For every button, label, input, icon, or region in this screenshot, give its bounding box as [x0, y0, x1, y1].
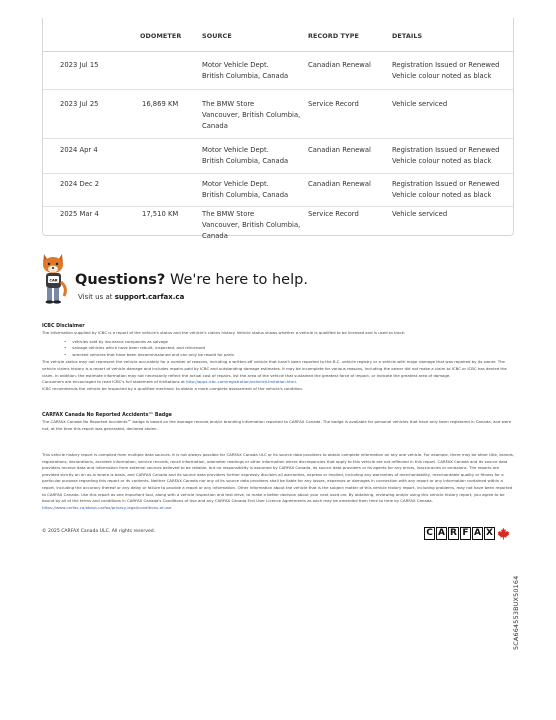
- carfax-logo: [424, 526, 510, 540]
- details-line: Vehicle serviced: [392, 210, 448, 218]
- help-title-bold: Questions?: [75, 272, 166, 288]
- source-line: Vancouver, British Columbia,: [202, 221, 301, 229]
- icbc-consumers-prefix: Consumers are encouraged to read ICBC's full statement of limitations at: [42, 379, 186, 385]
- row-source: [202, 209, 300, 242]
- row-date: 2023 Jul 25: [60, 100, 99, 108]
- row-date: 2023 Jul 15: [60, 61, 99, 69]
- source-line: Canada: [202, 232, 228, 240]
- details-line: Registration Issued or Renewed: [392, 146, 500, 154]
- row-details: [392, 145, 499, 167]
- source-line: British Columbia, Canada: [202, 157, 289, 165]
- copyright: © 2025 CARFAX Canada ULC. All rights reserved.: [42, 529, 156, 534]
- row-record-type: Service Record: [308, 210, 359, 218]
- table-row: [43, 90, 513, 139]
- icbc-body: The vehicle status may not represent the vehicle accurately for a number of reasons, including a written-off vehicle that hasn't been reported to the B.C. vehicle registry or a vehicle with major damage that was repaired by its owner. The vehicle claims history is a report of vehicle damage and includes repairs paid by ICBC and outstanding damage estimates. It may be incomplete for various reasons, including the owner did not make a claim to ICBC or ICBC has denied the claim. In addition, the estimate information may not necessarily reflect the actual cost of repairs, list the area of the vehicle that sustained the greatest force of impact, or indicate the greatest area of damage.: [42, 359, 507, 378]
- details-line: Registration Issued or Renewed: [392, 61, 500, 69]
- details-line: Registration Issued or Renewed: [392, 180, 500, 188]
- source-line: British Columbia, Canada: [202, 191, 289, 199]
- no-accidents-badge-disclaimer: [42, 412, 516, 432]
- icbc-consumers-suffix: .: [295, 379, 297, 385]
- row-source: [202, 60, 288, 82]
- icbc-bullet-list: [42, 339, 516, 359]
- header-details: DETAILS: [392, 32, 423, 40]
- row-source: [202, 99, 300, 132]
- source-line: British Columbia, Canada: [202, 72, 289, 80]
- table-row: [43, 139, 513, 174]
- row-date: 2024 Apr 4: [60, 146, 98, 154]
- logo-letter: R: [448, 527, 459, 540]
- icbc-limitation-link[interactable]: http://apps.icbc.com/registration/vehicle/Limitation.html: [185, 379, 296, 385]
- icbc-intro: The information supplied by ICBC is a report of the vehicle's status and the vehicle's claims history. Vehicle status shows whether a vehicle is qualified to be licensed and is used to track:: [42, 330, 406, 335]
- source-line: Motor Vehicle Dept.: [202, 61, 269, 69]
- svg-text:CAR: CAR: [49, 278, 58, 283]
- fox-mascot-icon: [40, 252, 68, 304]
- source-line: Vancouver, British Columbia,: [202, 111, 301, 119]
- row-record-type: Canadian Renewal: [308, 61, 371, 69]
- row-source: [202, 179, 288, 201]
- source-line: The BMW Store: [202, 210, 255, 218]
- details-line: Vehicle serviced: [392, 100, 448, 108]
- help-visit-prefix: Visit us at: [78, 293, 115, 301]
- details-line: Vehicle colour noted as black: [392, 157, 492, 165]
- help-visit: [78, 293, 184, 301]
- source-line: Motor Vehicle Dept.: [202, 146, 269, 154]
- report-disclaimer: [42, 452, 516, 511]
- row-record-type: Canadian Renewal: [308, 146, 371, 154]
- help-title-rest: We're here to help.: [165, 272, 308, 288]
- table-row: [43, 174, 513, 207]
- row-record-type: Canadian Renewal: [308, 180, 371, 188]
- logo-letter: A: [472, 527, 483, 540]
- row-record-type: Service Record: [308, 100, 359, 108]
- row-odometer: 16,869 KM: [142, 100, 179, 108]
- details-line: Vehicle colour noted as black: [392, 72, 492, 80]
- logo-letter: A: [436, 527, 447, 540]
- support-link[interactable]: support.carfax.ca: [114, 293, 185, 301]
- row-details: [392, 99, 447, 110]
- conditions-of-use-link[interactable]: https://www.carfax.ca/about-carfax/privacy-legal/conditions-of-use: [42, 504, 172, 510]
- icbc-recommend: ICBC recommends the vehicle be inspected by a qualified mechanic to obtain a more complete assessment of the vehicle's condition.: [42, 385, 304, 391]
- row-odometer: 17,510 KM: [142, 210, 179, 218]
- list-item: • vehicles sold by insurance companies as salvage: [64, 339, 516, 346]
- vehicle-history-table: [42, 18, 514, 240]
- logo-letter: X: [484, 527, 495, 540]
- row-details: [392, 179, 499, 201]
- logo-letter: F: [460, 527, 471, 540]
- header-source: SOURCE: [202, 32, 232, 40]
- icbc-disclaimer: [42, 323, 516, 392]
- row-source: [202, 145, 288, 167]
- row-date: 2024 Dec 2: [60, 180, 100, 188]
- help-title: [75, 272, 308, 288]
- table-row: [43, 207, 513, 240]
- source-line: The BMW Store: [202, 100, 255, 108]
- vin-number: 5CA664553BUX50164: [512, 575, 520, 650]
- source-line: Canada: [202, 122, 228, 130]
- icbc-heading: ICBC Disclaimer: [42, 324, 85, 329]
- source-line: Motor Vehicle Dept.: [202, 180, 269, 188]
- list-item: • salvage vehicles which have been rebuilt, inspected, and relicensed: [64, 345, 516, 352]
- maple-leaf-icon: [497, 527, 510, 540]
- header-odometer: ODOMETER: [140, 32, 182, 40]
- header-record-type: RECORD TYPE: [308, 32, 359, 40]
- row-details: [392, 60, 499, 82]
- badge-body: The CARFAX Canada No Reported Accidents™ badge is based on the damage records and/or branding information reported to CARFAX Canada. The badge is available for personal vehicles that have only been registered in Canada, and were not, at the time this report was generated, declared stolen.: [42, 419, 512, 431]
- list-item: • wrecked vehicles that have been decommissioned and can only be resold for parts: [64, 352, 516, 359]
- row-details: [392, 209, 447, 220]
- table-header: [43, 18, 513, 52]
- badge-heading: CARFAX Canada No Reported Accidents™ Badge: [42, 413, 172, 418]
- icbc-consumers: [42, 379, 516, 386]
- disclaimer-body: This vehicle history report is compiled from multiple data sources. It is not always possible for CARFAX Canada ULC or its source data providers to obtain complete information on any one vehicle. For example, there may be other title, brands, registrations, declarations, accident information, service records, recall information, odometer readings or other information where discrepancies that apply to this vehicle are not reflected in this report. CARFAX Canada and its source data providers receive data and information from external sources believed to be reliable, but no responsibility is assumed by CARFAX Canada, its source data providers or its agents for any errors, inaccuracies or omissions. The reports are provided strictly on an as-is where-is basis, and CARFAX Canada and its source data providers further expressly disclaim all warranties, express or implied, including any warranties of merchantability, merchantable quality or fitness for a particular purpose regarding this report or its contents. Neither CARFAX Canada nor any of its source data providers shall be liable for any losses, expenses or damages in connection with any report or any information contained within a report, including the accuracy thereof or any delay or failure to provide a report or any information. Other information about the vehicle that is the subject matter of this vehicle history report, including problems, may not have been reported to CARFAX Canada. Use this report as one important tool, along with a vehicle inspection and test drive, to make a better decision about your next used car. By obtaining, reviewing and/or using this vehicle history report, you agree to be bound by all of the terms and conditions in CARFAX Canada's Conditions of Use and any CARFAX Canada End User Licence Agreements as each may be amended from time to time by CARFAX Canada.: [42, 452, 514, 504]
- table-row: [43, 52, 513, 90]
- details-line: Vehicle colour noted as black: [392, 191, 492, 199]
- row-date: 2025 Mar 4: [60, 210, 99, 218]
- logo-letter: C: [424, 527, 435, 540]
